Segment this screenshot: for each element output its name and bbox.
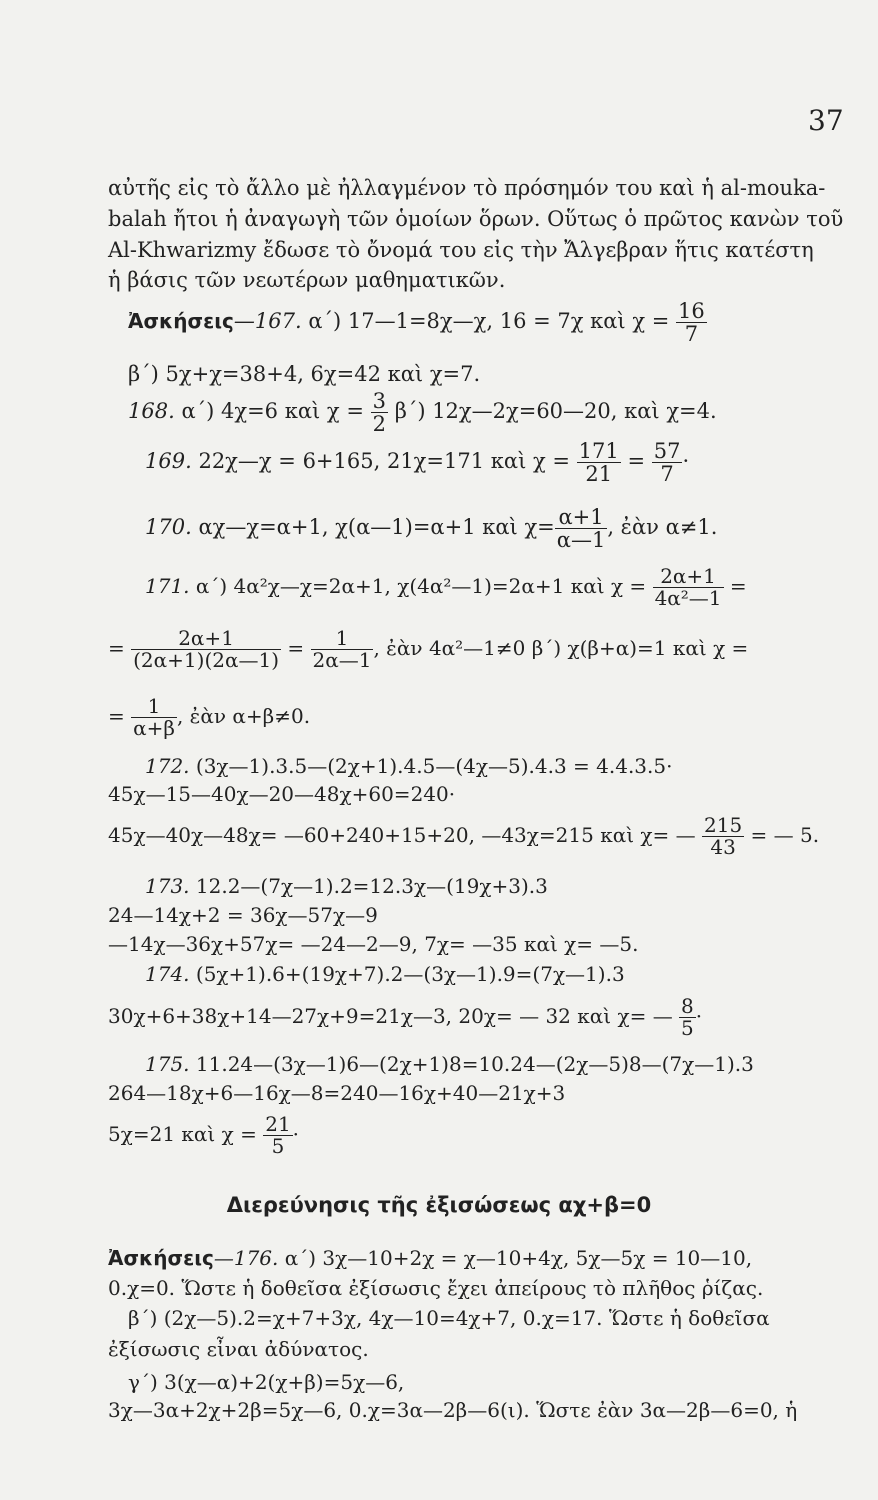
equals-sign: = xyxy=(287,636,305,660)
exercise-172-line-3 xyxy=(108,815,819,858)
denominator: α—1 xyxy=(556,528,606,553)
exercises-label: Ἀσκήσεις xyxy=(108,1246,214,1270)
fraction xyxy=(263,1114,292,1157)
denominator: (2α+1)(2α—1) xyxy=(133,648,280,672)
end-mark: · xyxy=(695,1004,703,1028)
exercise-text: (5χ+1).6+(19χ+7).2—(3χ—1).9=(7χ—1).3 xyxy=(195,962,625,986)
fraction xyxy=(653,566,724,609)
exercise-text: 30χ+6+38χ+14—27χ+9=21χ—3, 20χ= — 32 καὶ χ= — xyxy=(108,1004,673,1028)
fraction xyxy=(131,628,281,671)
fraction xyxy=(577,440,621,485)
exercise-text: 5χ=21 καὶ χ = xyxy=(108,1122,257,1146)
exercise-171 xyxy=(145,566,747,609)
fraction xyxy=(131,696,177,739)
numerator: 1 xyxy=(131,696,177,718)
exercise-173-line-3: —14χ—36χ+57χ= —24—2—9, 7χ= —35 καὶ χ= —5. xyxy=(108,932,639,956)
exercise-172 xyxy=(145,754,672,778)
exercise-175-line-3 xyxy=(108,1114,299,1157)
exercise-174-line-2 xyxy=(108,996,702,1039)
denominator: α+β xyxy=(133,716,175,740)
denominator: 5 xyxy=(681,1016,694,1040)
numerator: 16 xyxy=(678,299,705,323)
exercise-167 xyxy=(128,300,707,345)
numerator: 3 xyxy=(372,389,386,413)
denominator: 4α²—1 xyxy=(654,586,722,610)
exercise-176-line-4: ἐξίσωσις εἶναι ἀδύνατος. xyxy=(108,1337,369,1361)
fraction xyxy=(311,628,374,671)
exercise-170 xyxy=(145,506,717,551)
numerator: 57 xyxy=(653,439,681,463)
exercise-number: —176. xyxy=(213,1246,279,1270)
end-mark: · xyxy=(682,449,690,474)
exercise-167-b: β΄) 5χ+χ=38+4, 6χ=42 καὶ χ=7. xyxy=(128,362,481,386)
denominator: 7 xyxy=(684,322,699,347)
denominator: 5 xyxy=(271,1134,285,1158)
numerator: 1 xyxy=(311,628,374,650)
exercise-text: α΄) 4α²χ—χ=2α+1, χ(4α²—1)=2α+1 καὶ χ = xyxy=(195,574,647,598)
exercise-169 xyxy=(145,440,689,485)
exercise-number: 173. xyxy=(145,874,190,898)
equals-sign: = xyxy=(627,449,646,474)
section-heading: Διερεύνησις τῆς ἐξισώσεως αχ+β=0 xyxy=(226,1193,652,1217)
numerator: 8 xyxy=(681,994,694,1018)
exercise-text-b: β΄) 12χ—2χ=60—20, καὶ χ=4. xyxy=(394,399,717,424)
exercise-number: 171. xyxy=(145,574,190,598)
exercise-number: 168. xyxy=(128,399,175,424)
exercise-number: 172. xyxy=(145,754,190,778)
exercise-text: (3χ—1).3.5—(2χ+1).4.5—(4χ—5).4.3 = 4.4.3.5· xyxy=(195,754,673,778)
exercise-text: α΄) 4χ=6 καὶ χ = xyxy=(181,399,364,424)
exercise-text: 22χ—χ = 6+165, 21χ=171 καὶ χ = xyxy=(198,449,570,474)
exercise-176 xyxy=(108,1246,752,1270)
exercise-text: α΄) 3χ—10+2χ = χ—10+4χ, 5χ—5χ = 10—10, xyxy=(284,1246,753,1270)
exercise-176-line-2: 0.χ=0. Ὥστε ἡ δοθεῖσα ἐξίσωσις ἔχει ἀπείρους τὸ πλῆθος ῥίζας. xyxy=(108,1276,764,1300)
page-number: 37 xyxy=(808,104,844,137)
exercise-172-line-2: 45χ—15—40χ—20—48χ+60=240· xyxy=(108,782,456,806)
exercise-173-line-2: 24—14χ+2 = 36χ—57χ—9 xyxy=(108,903,378,927)
intro-line-4: ἡ βάσις τῶν νεωτέρων μαθηματικῶν. xyxy=(108,268,506,292)
exercise-number: —167. xyxy=(233,309,302,334)
exercise-176-line-3: β΄) (2χ—5).2=χ+7+3χ, 4χ—10=4χ+7, 0.χ=17. Ὥστε ἡ δοθεῖσα xyxy=(128,1306,770,1330)
exercise-number: 170. xyxy=(145,515,192,540)
exercise-number: 169. xyxy=(145,449,192,474)
condition: , ἐὰν α≠1. xyxy=(607,515,718,540)
numerator: 215 xyxy=(704,813,743,837)
fraction xyxy=(702,815,744,858)
fraction xyxy=(679,996,696,1039)
fraction xyxy=(652,440,683,485)
fraction xyxy=(371,390,388,435)
numerator: 2α+1 xyxy=(653,566,724,588)
exercise-174 xyxy=(145,962,625,986)
numerator: α+1 xyxy=(555,506,608,529)
denominator: 7 xyxy=(660,462,674,487)
numerator: 21 xyxy=(265,1112,291,1136)
exercise-171-line-3 xyxy=(108,696,310,739)
equals-sign: = xyxy=(108,704,125,728)
end-mark: · xyxy=(292,1122,300,1146)
exercise-175 xyxy=(145,1052,754,1076)
exercise-168 xyxy=(128,390,717,435)
condition: , ἐὰν α+β≠0. xyxy=(176,704,311,728)
exercises-label: Ἀσκήσεις xyxy=(128,309,234,334)
intro-line-2: balah ἤτοι ἡ ἀναγωγὴ τῶν ὁμοίων ὅρων. Οὕτως ὁ πρῶτος κανὼν τοῦ xyxy=(108,207,844,231)
numerator: 2α+1 xyxy=(131,628,281,650)
exercise-text: αχ—χ=α+1, χ(α—1)=α+1 καὶ χ= xyxy=(198,515,555,540)
intro-line-1: αὐτῆς εἰς τὸ ἄλλο μὲ ἠλλαγμένον τὸ πρόσημόν του καὶ ἡ al-mouka- xyxy=(108,176,826,200)
exercise-text: , ἐὰν 4α²—1≠0 β΄) χ(β+α)=1 καὶ χ = xyxy=(373,636,749,660)
result: = — 5. xyxy=(750,823,820,847)
denominator: 2 xyxy=(372,412,386,437)
fraction xyxy=(555,506,608,551)
exercise-text: 45χ—40χ—48χ= —60+240+15+20, —43χ=215 καὶ χ= — xyxy=(108,823,696,847)
denominator: 21 xyxy=(585,462,613,487)
denominator: 43 xyxy=(710,835,736,859)
equals-sign: = xyxy=(108,636,125,660)
exercise-number: 174. xyxy=(145,962,190,986)
intro-line-3: Al-Khwarizmy ἔδωσε τὸ ὄνομά του εἰς τὴν Ἄλγεβραν ἥτις κατέστη xyxy=(108,238,814,262)
fraction xyxy=(676,300,707,345)
exercise-number: 175. xyxy=(145,1052,190,1076)
exercise-173 xyxy=(145,874,548,898)
exercise-175-line-2: 264—18χ+6—16χ—8=240—16χ+40—21χ+3 xyxy=(108,1081,566,1105)
exercise-text: 12.2—(7χ—1).2=12.3χ—(19χ+3).3 xyxy=(195,874,548,898)
numerator: 171 xyxy=(578,439,619,463)
exercise-171-line-2 xyxy=(108,628,748,671)
exercise-176-line-5: γ΄) 3(χ—α)+2(χ+β)=5χ—6, xyxy=(128,1370,405,1394)
exercise-text: α΄) 17—1=8χ—χ, 16 = 7χ καὶ χ = xyxy=(308,309,670,334)
exercise-text: 11.24—(3χ—1)6—(2χ+1)8=10.24—(2χ—5)8—(7χ—1).3 xyxy=(195,1052,754,1076)
equals-sign: = xyxy=(729,574,747,598)
denominator: 2α—1 xyxy=(312,648,372,672)
exercise-176-line-6: 3χ—3α+2χ+2β=5χ—6, 0.χ=3α—2β—6(ι). Ὥστε ἐὰν 3α—2β—6=0, ἡ xyxy=(108,1398,798,1422)
